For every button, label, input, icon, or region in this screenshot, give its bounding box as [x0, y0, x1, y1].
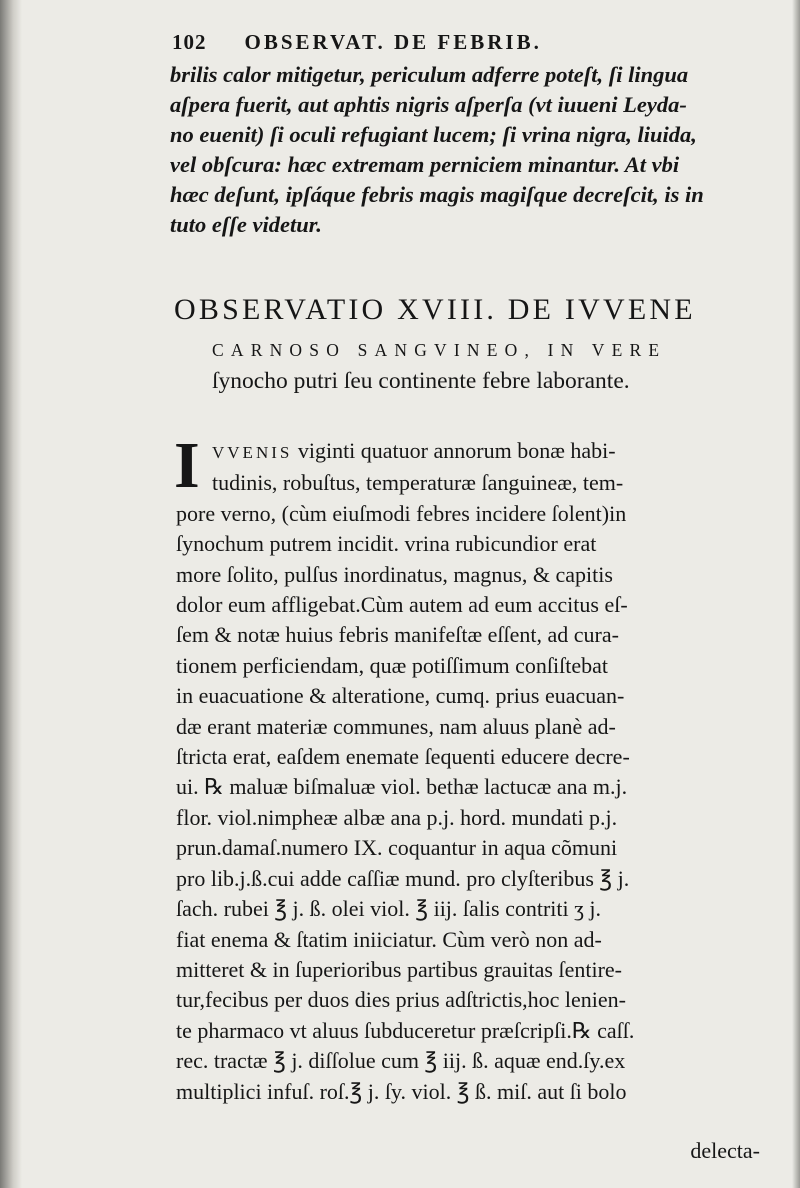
text-line: tionem perficiendam, quæ potiſſimum conſiſtebat — [176, 652, 608, 678]
body-paragraph — [174, 429, 762, 1107]
text-line: mitteret & in ſuperioribus partibus grauitas ſentire- — [176, 956, 622, 982]
running-title: OBSERVAT. DE FEBRIB. — [244, 30, 542, 54]
page-number: 102 — [172, 30, 207, 54]
opening-word-caps: VVENIS — [212, 443, 293, 462]
continuation-paragraph — [170, 60, 760, 240]
text-line: flor. viol.nimpheæ albæ ana p.j. hord. mundati p.j. — [176, 804, 618, 830]
heading-line-2: CARNOSO SANGVINEO, IN VERE — [212, 340, 667, 360]
text-line: dæ erant materiæ communes, nam aluus planè ad- — [176, 713, 616, 739]
text-line: vel obſcura: hæc extremam perniciem minantur. At vbi — [170, 152, 680, 177]
text-line: ui. ℞ maluæ biſmaluæ viol. bethæ lactucæ ana m.j. — [176, 774, 628, 800]
text-line: brilis calor mitigetur, periculum adferre poteſt, ſi lingua — [170, 62, 689, 87]
running-head — [172, 30, 752, 55]
text-line: rec. tractæ ℥ j. diſſolue cum ℥ iij. ß. aquæ end.ſy.ex — [176, 1048, 626, 1074]
page-edge-shadow-right — [792, 0, 800, 1188]
text-line: ſach. rubei ℥ j. ß. olei viol. ℥ iij. ſalis contriti ʒ j. — [176, 896, 602, 922]
text-line: hæc deſunt, ipſáque febris magis magiſque decreſcit, is in — [170, 182, 704, 207]
text-line: prun.damaſ.numero IX. coquantur in aqua cõmuni — [176, 835, 618, 861]
text-line-first — [176, 436, 762, 468]
text-line: tudinis, robuſtus, temperaturæ ſanguineæ, tem- — [212, 470, 624, 496]
catchword: delecta- — [690, 1138, 760, 1163]
text-line: pro lib.j.ß.cui adde caſſiæ mund. pro clyſteribus ℥ j. — [176, 865, 630, 891]
heading-line-1: OBSERVATIO XVIII. DE IVVENE — [174, 293, 696, 326]
text-line: pore verno, (cùm eiuſmodi febres incidere ſolent)in — [176, 500, 627, 526]
text-line: ſem & notæ huius febris manifeſtæ eſſent, ad cura- — [176, 622, 619, 648]
text-line: dolor eum affligebat.Cùm autem ad eum accitus eſ- — [176, 592, 628, 618]
page-edge-shadow — [0, 0, 22, 1188]
text-line: no euenit) ſi oculi refugiant lucem; ſi vrina nigra, liuida, — [170, 122, 697, 147]
opening-line-rest: viginti quatuor annorum bonæ habi- — [292, 438, 616, 463]
text-line: more ſolito, pulſus inordinatus, magnus, & capitis — [176, 561, 613, 587]
heading-line-3: ſynocho putri ſeu continente febre laborante. — [212, 368, 630, 394]
text-line: aſpera fuerit, aut aphtis nigris aſperſa (vt iuueni Leyda- — [170, 92, 687, 117]
text-line: ſtricta erat, eaſdem enemate ſequenti educere decre- — [176, 744, 630, 770]
text-line: tuto eſſe videtur. — [170, 212, 322, 237]
text-line: fiat enema & ſtatim iniiciatur. Cùm verò non ad- — [176, 926, 602, 952]
text-line: multiplici infuſ. roſ.℥ j. ſy. viol. ℥ ß. miſ. aut ſi bolo — [176, 1078, 627, 1104]
text-line: te pharmaco vt aluus ſubduceretur præſcripſi.℞ caſſ. — [176, 1017, 635, 1043]
text-line: in euacuatione & alteratione, cumq. prius euacuan- — [176, 683, 625, 709]
text-line: ſynochum putrem incidit. vrina rubicundior erat — [176, 531, 597, 557]
drop-capital: I — [174, 429, 200, 502]
observation-heading — [174, 292, 754, 396]
text-line: tur,fecibus per duos dies prius adſtrictis,hoc lenien- — [176, 987, 627, 1013]
